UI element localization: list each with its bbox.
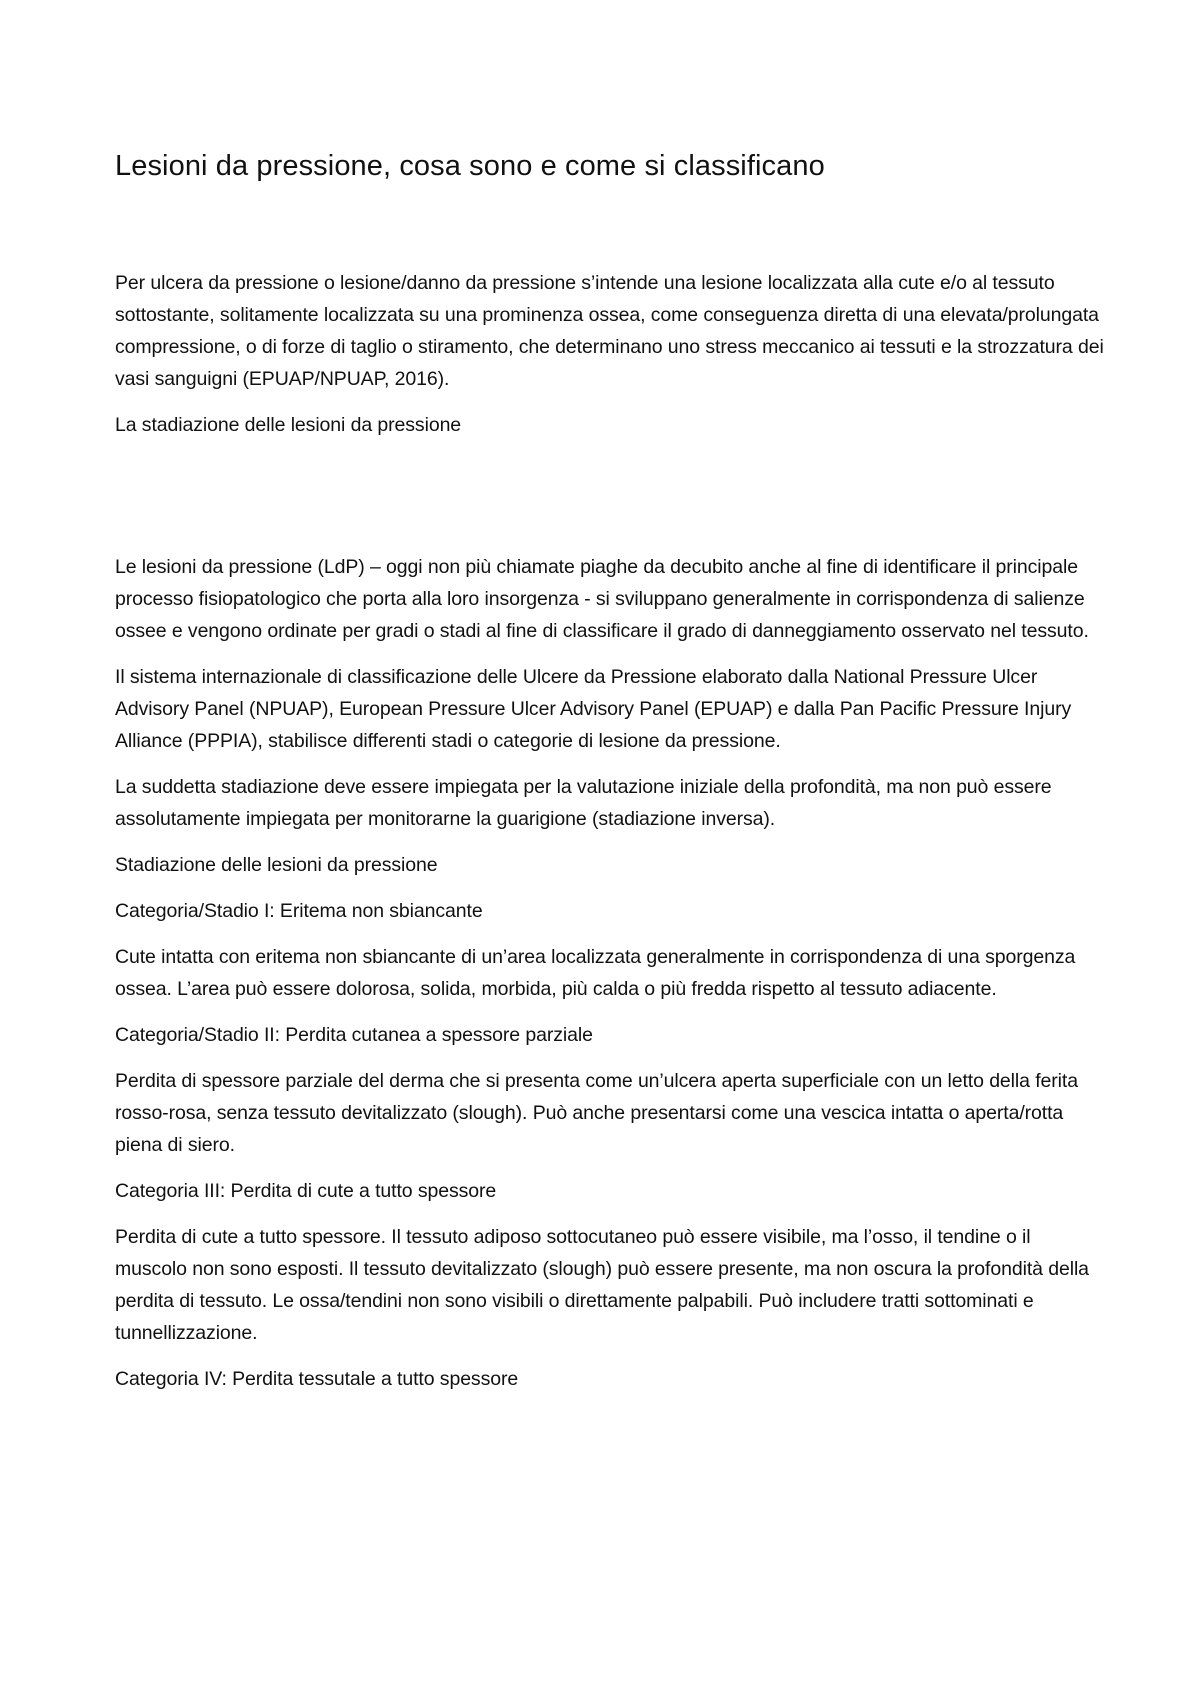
category-2-heading: Categoria/Stadio II: Perdita cutanea a spessore parziale xyxy=(115,1024,593,1046)
section-heading-staging: La stadiazione delle lesioni da pressione xyxy=(115,414,462,436)
category-3-description: Perdita di cute a tutto spessore. Il tessuto adiposo sottocutaneo può essere visibile, ma l’osso, il tendine o il muscolo non sono esposti. Il tessuto devitalizzato (slough) può essere presente, ma non oscura la profondità della perdita di tessuto. Le ossa/tendini non sono visibili o direttamente palpabili. Può includere tratti sottominati e tunnellizzazione. xyxy=(115,1226,1089,1344)
category-1-description: Cute intatta con eritema non sbiancante di un’area localizzata generalmente in corrispondenza di una sporgenza ossea. L’area può essere dolorosa, solida, morbida, più calda o più fredda rispetto al tessuto adiacente. xyxy=(115,946,1076,1000)
paragraph-staging-usage: La suddetta stadiazione deve essere impiegata per la valutazione iniziale della profondità, ma non può essere assolutamente impiegata per monitorarne la guarigione (stadiazione inversa). xyxy=(115,776,1052,830)
paragraph-definition: Per ulcera da pressione o lesione/danno da pressione s’intende una lesione localizzata alla cute e/o al tessuto sottostante, solitamente localizzata su una prominenza ossea, come conseguenza diretta di una elevata/prolungata compressione, o di forze di taglio o stiramento, che determinano uno stress meccanico ai tessuti e la strozzatura dei vasi sanguigni (EPUAP/NPUAP, 2016). La stadiazione delle lesioni da pressione xyxy=(115,267,1105,441)
paragraph-ldp-description: Le lesioni da pressione (LdP) – oggi non più chiamate piaghe da decubito anche al fine di identificare il principale processo fisiopatologico che porta alla loro insorgenza - si sviluppano generalmente in corrispondenza di salienze ossee e vengono ordinate per gradi o stadi al fine di classificare il grado di danneggiamento osservato nel tessuto. xyxy=(115,556,1089,642)
page-title: Lesioni da pressione, cosa sono e come si classificano xyxy=(115,150,825,182)
category-1-heading: Categoria/Stadio I: Eritema non sbiancante xyxy=(115,900,483,922)
section-heading-staging-categories: Stadiazione delle lesioni da pressione xyxy=(115,854,438,876)
category-2-description: Perdita di spessore parziale del derma che si presenta come un’ulcera aperta superficiale con un letto della ferita rosso-rosa, senza tessuto devitalizzato (slough). Può anche presentarsi come una vescica intatta o aperta/rotta piena di siero. xyxy=(115,1070,1078,1156)
paragraph-classification-system: Il sistema internazionale di classificazione delle Ulcere da Pressione elaborato dalla National Pressure Ulcer Advisory Panel (NPUAP), European Pressure Ulcer Advisory Panel (EPUAP) e dalla Pan Pacific Pressure Injury Alliance (PPPIA), stabilisce differenti stadi o categorie di lesione da pressione. xyxy=(115,666,1072,752)
document-body xyxy=(115,148,1105,1395)
category-4-heading: Categoria IV: Perdita tessutale a tutto spessore xyxy=(115,1368,519,1390)
category-3-heading: Categoria III: Perdita di cute a tutto spessore xyxy=(115,1180,497,1202)
